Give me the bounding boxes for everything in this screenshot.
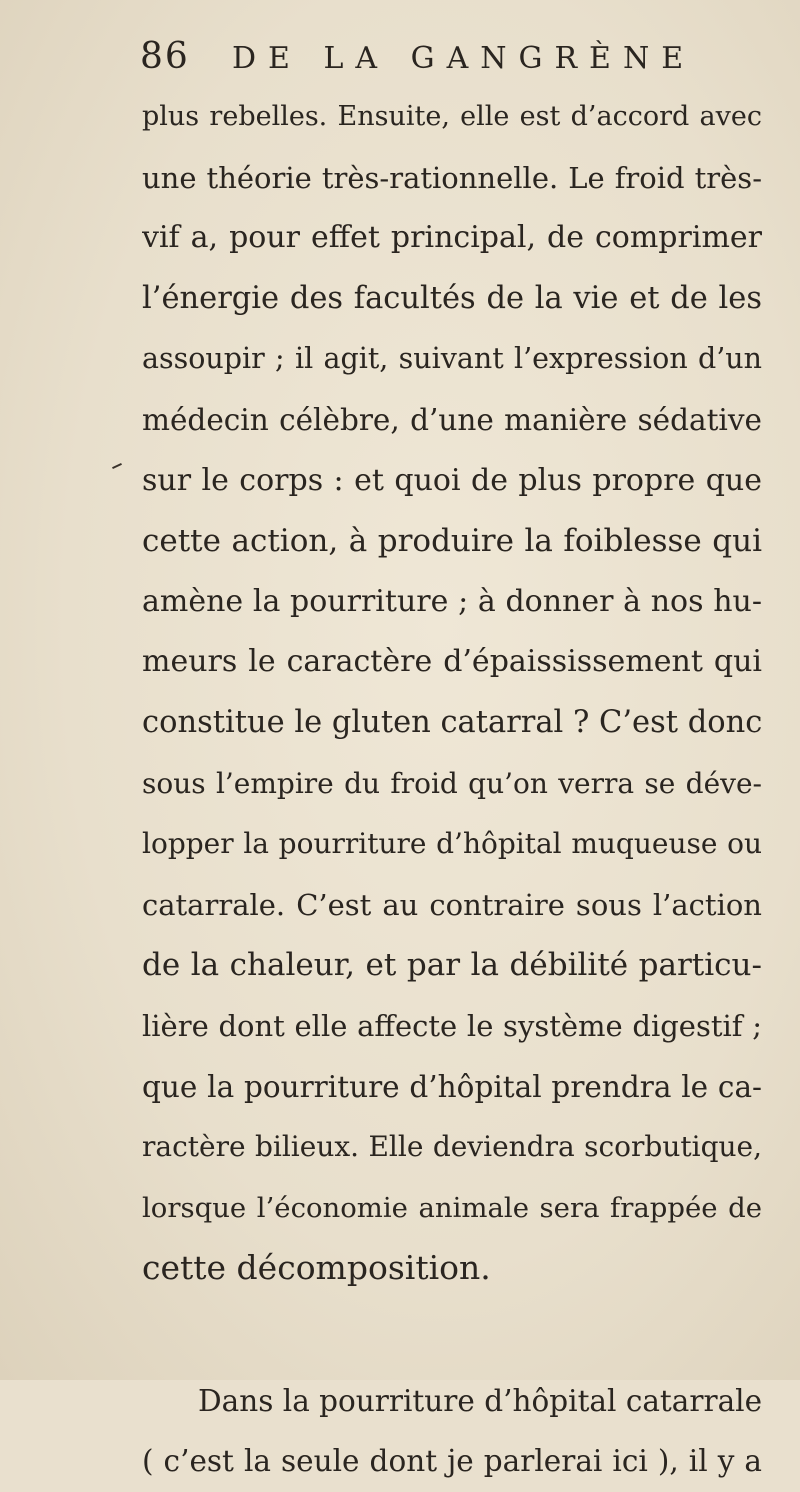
text-line: catarrale. C’est au contraire sous l’action	[142, 887, 762, 922]
text-line: lorsque l’économie animale sera frappée de	[142, 1191, 762, 1224]
paragraph-gap	[142, 1299, 762, 1371]
text-line: ( c’est la seule dont je parlerai ici ), il y a	[142, 1444, 762, 1479]
page-number: 86	[140, 36, 190, 77]
stray-ink-mark	[112, 463, 122, 469]
text-line: l’énergie des facultés de la vie et de les	[142, 280, 762, 316]
text-line: ractère bilieux. Elle deviendra scorbutique,	[142, 1130, 762, 1164]
running-head	[140, 36, 760, 86]
text-line: Dans la pourriture d’hôpital catarrale	[198, 1383, 762, 1418]
text-line: meurs le caractère d’épaississement qui	[142, 644, 762, 680]
text-line: plus rebelles. Ensuite, elle est d’accord avec	[142, 101, 762, 132]
text-line: sur le corps : et quoi de plus propre que	[142, 462, 762, 498]
text-line: sous l’empire du froid qu’on verra se déve-	[142, 766, 762, 800]
text-line: lière dont elle affecte le système digestif ;	[142, 1008, 762, 1043]
text-line: cette action, à produire la foiblesse qui	[142, 523, 762, 560]
text-line: une théorie très-rationnelle. Le froid très-	[142, 160, 762, 195]
text-line: lopper la pourriture d’hôpital muqueuse ou	[142, 827, 762, 861]
text-line: que la pourriture d’hôpital prendra le ca-	[142, 1069, 762, 1104]
text-line: amène la pourriture ; à donner à nos hu-	[142, 583, 762, 619]
text-line: de la chaleur, et par la débilité particu-	[142, 947, 762, 984]
text-line: constitue le gluten catarral ? C’est donc	[142, 704, 762, 740]
text-line: assoupir ; il agit, suivant l’expression d’un	[142, 342, 762, 376]
text-line: vif a, pour effet principal, de comprimer	[142, 220, 762, 256]
text-line: médecin célèbre, d’une manière sédative	[142, 402, 762, 437]
running-head-title: DE LA GANGRÈNE	[232, 41, 696, 76]
body-text	[142, 87, 762, 1492]
text-line: cette décomposition.	[142, 1248, 491, 1288]
